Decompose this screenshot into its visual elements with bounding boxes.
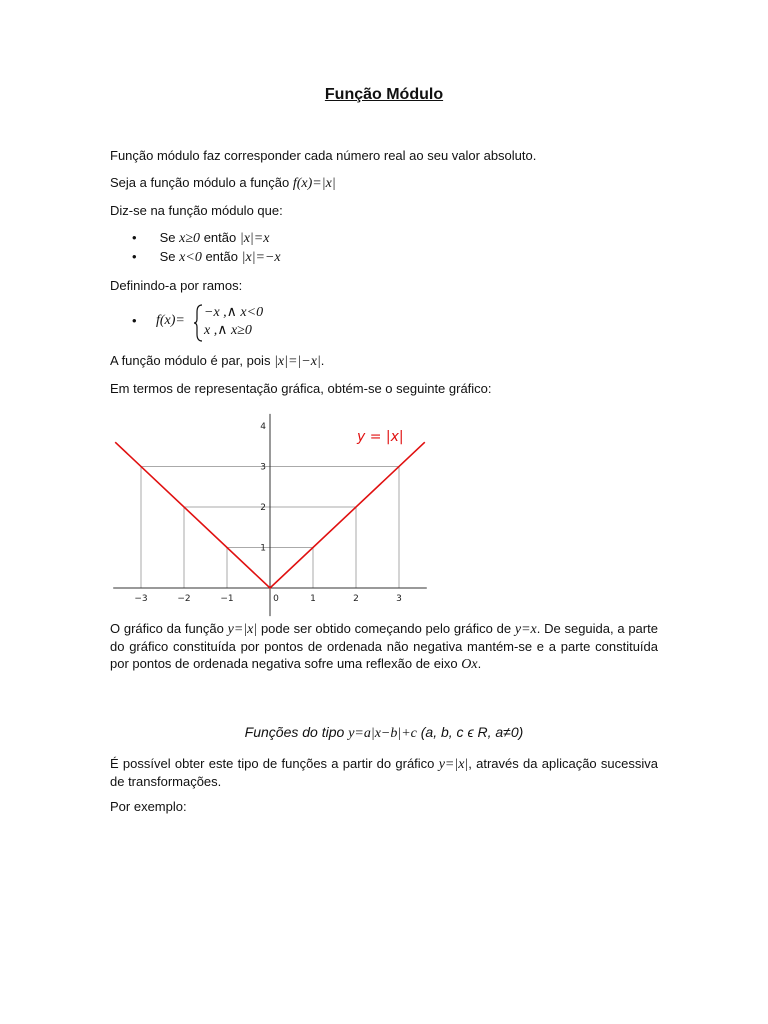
piecewise-case-1: −x ,∧ x<0	[204, 305, 264, 320]
chart-guides	[141, 467, 399, 589]
chart-axes	[113, 414, 427, 616]
grafico-text-c: . De seguida, a parte do gráfico constituída por pontos de ordenada não negativa mantém-se e a parte constituída por pontos de ordenada negativa sofre uma reflexão de eixo	[110, 621, 658, 671]
x-tick-label: 0	[273, 594, 279, 604]
seja-paragraph	[110, 174, 658, 192]
x-tick-label: 2	[353, 594, 359, 604]
chart-x-ticks	[134, 594, 402, 604]
x-tick-label: 1	[310, 594, 316, 604]
list-item	[132, 248, 281, 266]
grafico-math-2: y=x	[514, 622, 537, 637]
funcoes-params: (a, b, c ϵ R, a≠0)	[420, 724, 524, 740]
par-paragraph	[110, 352, 658, 370]
bullet-result: |x|=−x	[241, 250, 281, 265]
bullet-cond: x<0	[179, 250, 202, 265]
grafico-paragraph	[110, 620, 658, 673]
possivel-math: y=|x|	[438, 757, 469, 772]
series-line	[115, 442, 425, 588]
seja-math: f(x)=|x|	[292, 176, 336, 191]
bullet-result: |x|=x	[239, 231, 270, 246]
x-tick-label: −1	[220, 594, 234, 604]
section-heading	[110, 724, 658, 742]
brace-icon	[194, 304, 204, 342]
possivel-text-b: , através da aplicação sucessiva de transformações.	[110, 756, 658, 789]
piecewise-case-2: x ,∧ x≥0	[204, 323, 252, 338]
grafico-text-b: pode ser obtido começando pelo gráfico de	[260, 621, 512, 636]
par-math: |x|=|−x|	[274, 354, 321, 369]
y-tick-label: 3	[260, 462, 266, 473]
possivel-paragraph	[110, 755, 658, 790]
page-title: Função Módulo	[324, 86, 444, 103]
termos-paragraph: Em termos de representação gráfica, obtém-se o seguinte gráfico:	[110, 381, 492, 396]
bullet-icon: •	[132, 249, 137, 264]
y-tick-label: 4	[260, 422, 266, 432]
funcoes-math: y=a|x−b|+c	[348, 726, 417, 741]
x-tick-label: 3	[396, 594, 402, 604]
par-text: A função módulo é par, pois	[110, 353, 271, 368]
grafico-math-1: y=|x|	[227, 622, 258, 637]
piecewise-definition	[132, 304, 432, 342]
grafico-math-3: Ox	[461, 657, 478, 672]
bullet-cond: x≥0	[179, 231, 201, 246]
possivel-text-a: É possível obter este tipo de funções a partir do gráfico	[110, 756, 435, 771]
bullet-icon: •	[132, 230, 137, 245]
chart-legend-label: y = |x|	[357, 429, 404, 445]
funcoes-text: Funções do tipo	[244, 724, 345, 740]
par-end: .	[320, 353, 325, 368]
grafico-text-d: .	[477, 656, 482, 671]
y-tick-label: 2	[260, 503, 266, 513]
bullet-mid: então	[203, 230, 237, 245]
bullet-mid: então	[205, 249, 238, 264]
diz-paragraph: Diz-se na função módulo que:	[110, 203, 283, 218]
exemplo-paragraph: Por exemplo:	[110, 799, 187, 814]
bullet-icon: •	[132, 313, 137, 328]
piecewise-lhs: f(x)=	[156, 313, 185, 328]
chart-y-ticks	[260, 422, 266, 554]
seja-text: Seja a função módulo a função	[110, 175, 290, 190]
x-tick-label: −3	[134, 594, 148, 604]
bullet-pre: Se	[159, 249, 176, 264]
chart-series	[115, 442, 425, 588]
grafico-text-a: O gráfico da função	[110, 621, 224, 636]
x-tick-label: −2	[177, 594, 191, 604]
bullet-pre: Se	[159, 230, 176, 245]
list-item	[132, 229, 269, 247]
intro-paragraph: Função módulo faz corresponder cada número real ao seu valor absoluto.	[110, 148, 537, 163]
y-tick-label: 1	[260, 543, 266, 554]
ramos-paragraph: Definindo-a por ramos:	[110, 278, 243, 293]
